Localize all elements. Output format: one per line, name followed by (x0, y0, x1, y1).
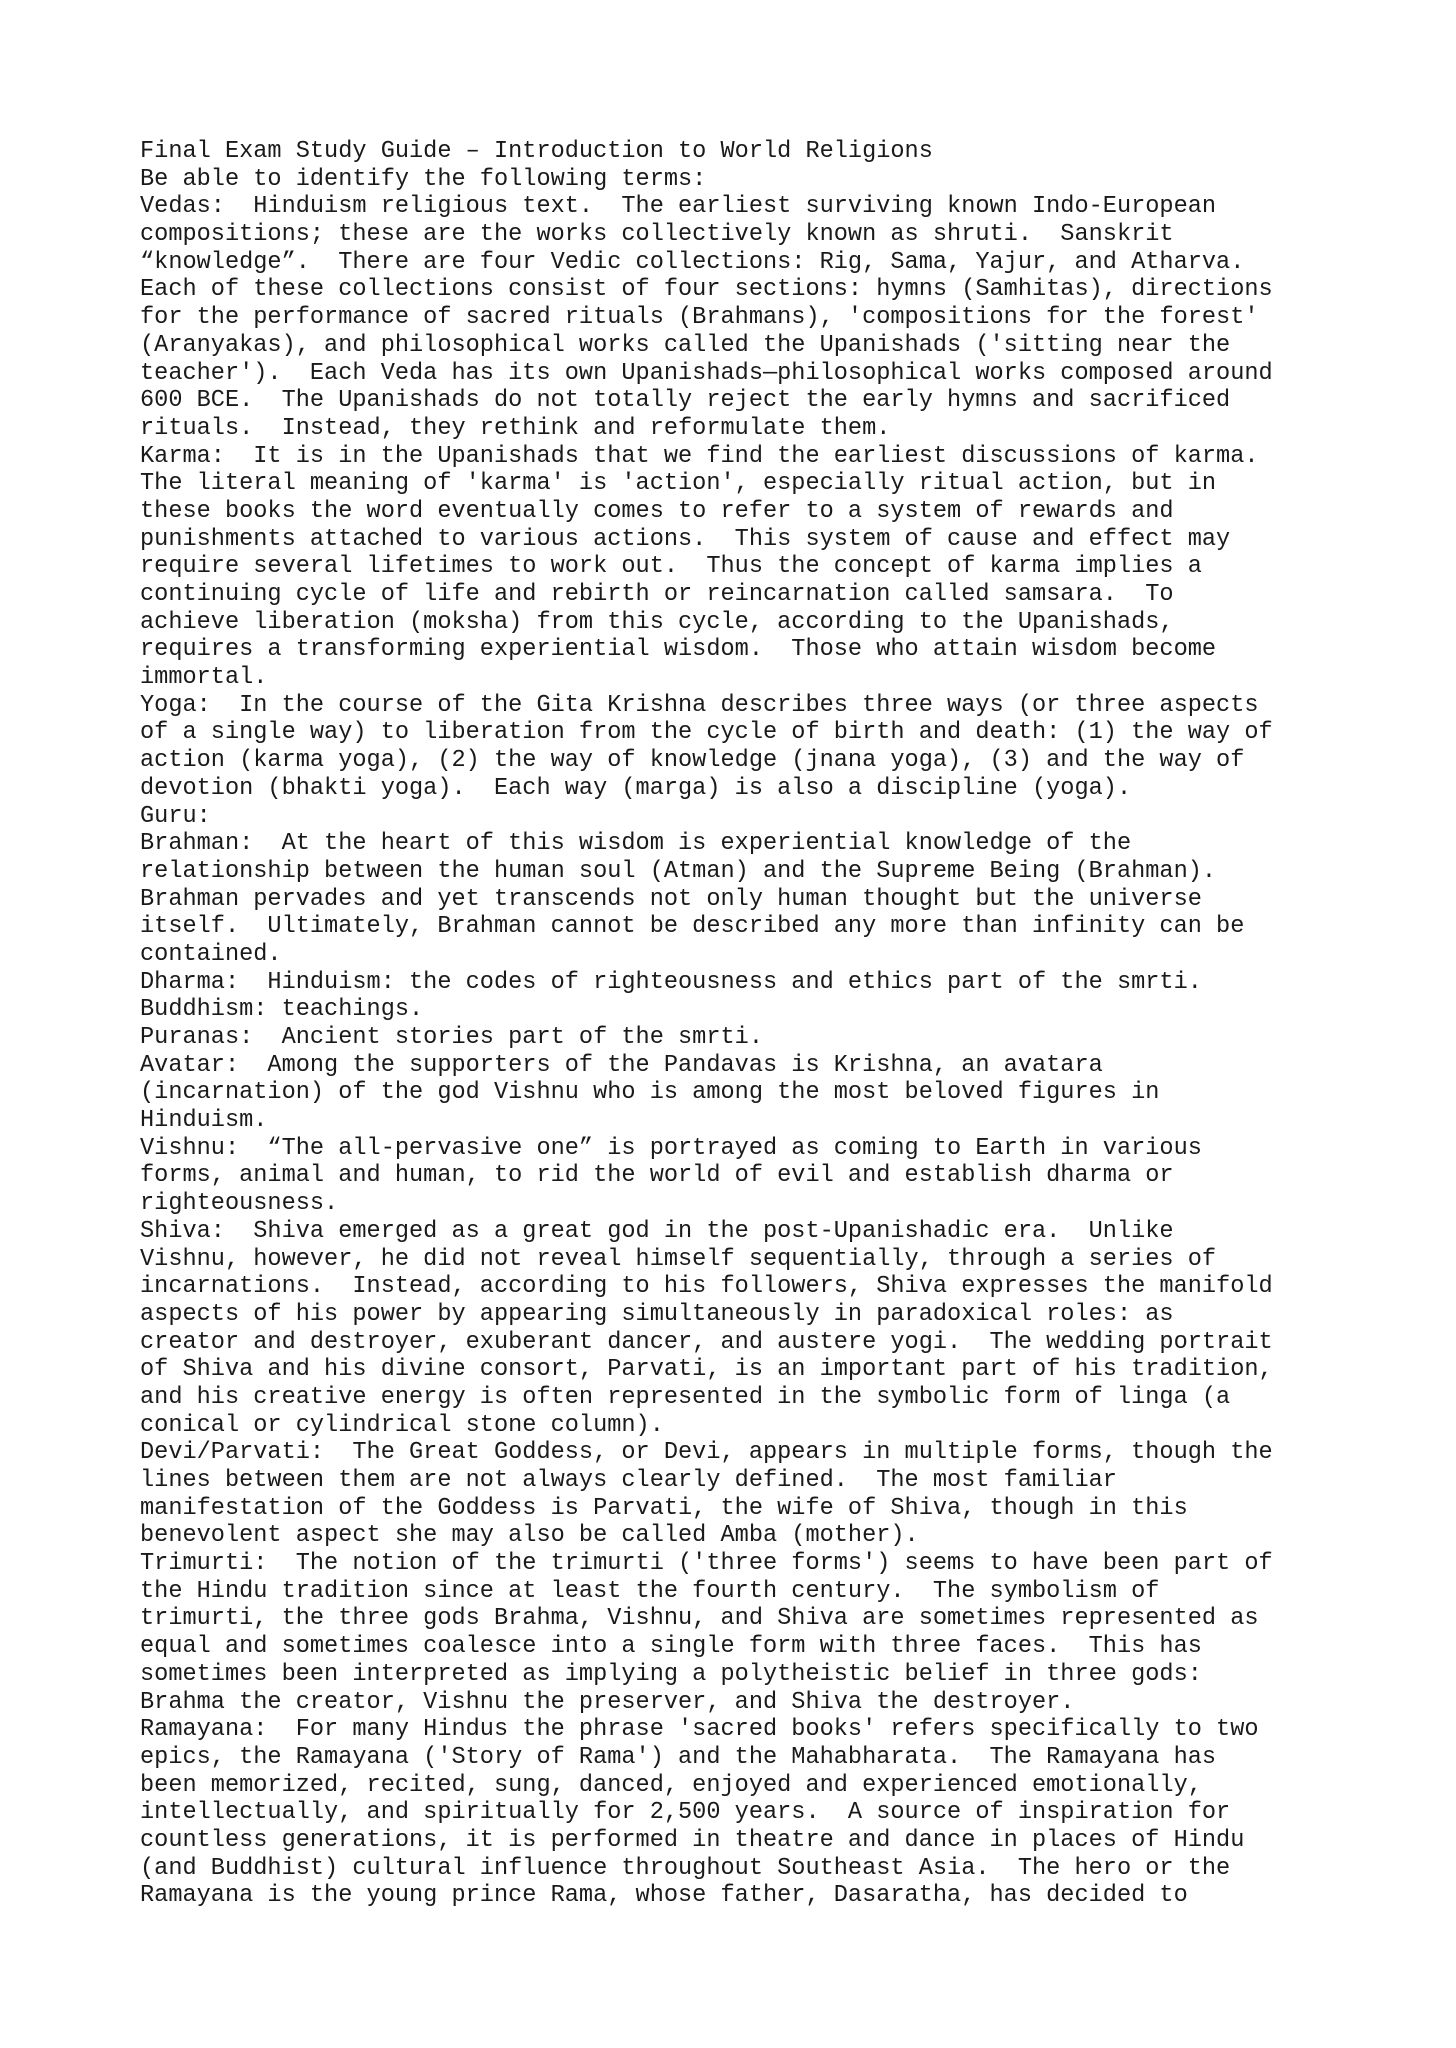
document-line: the Hindu tradition since at least the fourth century. The symbolism of (140, 1577, 1160, 1605)
document-line: Brahman: At the heart of this wisdom is experiential knowledge of the (140, 830, 1132, 858)
document-line: Buddhism: teachings. (140, 996, 424, 1024)
document-line: punishments attached to various actions. This system of cause and effect may (140, 525, 1231, 553)
document-line: devotion (bhakti yoga). Each way (marga) is also a discipline (yoga). (140, 774, 1132, 802)
document-line: requires a transforming experiential wisdom. Those who attain wisdom become (140, 636, 1217, 664)
document-line: Brahman pervades and yet transcends not only human thought but the universe (140, 885, 1202, 913)
document-line: Each of these collections consist of four sections: hymns (Samhitas), directions (140, 276, 1273, 304)
document-line: conical or cylindrical stone column). (140, 1411, 664, 1439)
document-line: teacher'). Each Veda has its own Upanishads—philosophical works composed around (140, 359, 1273, 387)
document-line: continuing cycle of life and rebirth or reincarnation called samsara. To (140, 581, 1174, 608)
document-line: Guru: (140, 802, 211, 830)
document-line: creator and destroyer, exuberant dancer, and austere yogi. The wedding portrait (140, 1328, 1273, 1356)
document-line: countless generations, it is performed in theatre and dance in places of Hindu (140, 1826, 1245, 1854)
document-line: immortal. (140, 664, 268, 692)
document-line: epics, the Ramayana ('Story of Rama') and the Mahabharata. The Ramayana has (140, 1743, 1217, 1771)
document-line: require several lifetimes to work out. Thus the concept of karma implies a (140, 553, 1202, 581)
document-line: Vishnu, however, he did not reveal himself sequentially, through a series of (140, 1245, 1217, 1273)
document-line: equal and sometimes coalesce into a single form with three faces. This has (140, 1633, 1202, 1661)
document-line: The literal meaning of 'karma' is 'action', especially ritual action, but in (140, 470, 1217, 498)
document-line: Dharma: Hinduism: the codes of righteousness and ethics part of the smrti. (140, 968, 1202, 996)
document-line: rituals. Instead, they rethink and reformulate them. (140, 414, 891, 442)
document-line: righteousness. (140, 1190, 339, 1218)
document-line: Hinduism. (140, 1107, 268, 1135)
document-line: been memorized, recited, sung, danced, enjoyed and experienced emotionally, (140, 1771, 1202, 1799)
document-line: contained. (140, 940, 282, 968)
document-line: 600 BCE. The Upanishads do not totally reject the early hymns and sacrificed (140, 387, 1231, 415)
document-line: Trimurti: The notion of the trimurti ('three forms') seems to have been part of (140, 1550, 1273, 1578)
document-line: manifestation of the Goddess is Parvati, the wife of Shiva, though in this (140, 1494, 1188, 1522)
document-line: of Shiva and his divine consort, Parvati, is an important part of his tradition, (140, 1356, 1273, 1384)
document-line: compositions; these are the works collectively known as shruti. Sanskrit (140, 221, 1174, 249)
document-line: Be able to identify the following terms: (140, 165, 707, 193)
document-line: aspects of his power by appearing simultaneously in paradoxical roles: as (140, 1300, 1174, 1328)
document-line: “knowledge”. There are four Vedic collections: Rig, Sama, Yajur, and Atharva. (140, 248, 1245, 276)
document-line: (incarnation) of the god Vishnu who is among the most beloved figures in (140, 1079, 1160, 1107)
document-line: relationship between the human soul (Atman) and the Supreme Being (Brahman). (140, 857, 1217, 885)
document-line: Yoga: In the course of the Gita Krishna describes three ways (or three aspects (140, 691, 1259, 719)
document-line: itself. Ultimately, Brahman cannot be described any more than infinity can be (140, 913, 1245, 941)
document-line: Vishnu: “The all-pervasive one” is portrayed as coming to Earth in various (140, 1134, 1202, 1162)
document-line: these books the word eventually comes to refer to a system of rewards and (140, 497, 1174, 525)
document-line: trimurti, the three gods Brahma, Vishnu, and Shiva are sometimes represented as (140, 1605, 1259, 1633)
document-line: Puranas: Ancient stories part of the smrti. (140, 1024, 763, 1051)
document-line: of a single way) to liberation from the cycle of birth and death: (1) the way of (140, 719, 1273, 747)
document-line: Avatar: Among the supporters of the Pandavas is Krishna, an avatara (140, 1051, 1103, 1079)
document-line: Karma: It is in the Upanishads that we find the earliest discussions of karma. (140, 442, 1259, 470)
document-line: benevolent aspect she may also be called Amba (mother). (140, 1522, 919, 1550)
document-line: Ramayana: For many Hindus the phrase 'sacred books' refers specifically to two (140, 1716, 1259, 1744)
document-line: Shiva: Shiva emerged as a great god in the post-Upanishadic era. Unlike (140, 1217, 1174, 1245)
document-line: achieve liberation (moksha) from this cycle, according to the Upanishads, (140, 608, 1174, 636)
document-line: Vedas: Hinduism religious text. The earliest surviving known Indo-European (140, 193, 1217, 221)
document-line: sometimes been interpreted as implying a polytheistic belief in three gods: (140, 1660, 1202, 1688)
document-line: Devi/Parvati: The Great Goddess, or Devi, appears in multiple forms, though the (140, 1439, 1273, 1467)
document-line: and his creative energy is often represented in the symbolic form of linga (a (140, 1383, 1231, 1411)
document-title: Final Exam Study Guide – Introduction to World Religions (140, 138, 933, 165)
document-line: Brahma the creator, Vishnu the preserver, and Shiva the destroyer. (140, 1688, 1075, 1716)
document-line: intellectually, and spiritually for 2,500 years. A source of inspiration for (140, 1799, 1231, 1827)
document-line: forms, animal and human, to rid the world of evil and establish dharma or (140, 1162, 1174, 1190)
document-line: (Aranyakas), and philosophical works called the Upanishads ('sitting near the (140, 331, 1231, 359)
document-line: (and Buddhist) cultural influence throughout Southeast Asia. The hero or the (140, 1854, 1231, 1882)
document-line: lines between them are not always clearly defined. The most familiar (140, 1467, 1117, 1494)
document-line: action (karma yoga), (2) the way of knowledge (jnana yoga), (3) and the way of (140, 747, 1245, 775)
document-page (140, 138, 1440, 1910)
document-line: incarnations. Instead, according to his followers, Shiva expresses the manifold (140, 1273, 1273, 1301)
document-line: Ramayana is the young prince Rama, whose father, Dasaratha, has decided to (140, 1882, 1188, 1910)
document-line: for the performance of sacred rituals (Brahmans), 'compositions for the forest' (140, 304, 1259, 332)
